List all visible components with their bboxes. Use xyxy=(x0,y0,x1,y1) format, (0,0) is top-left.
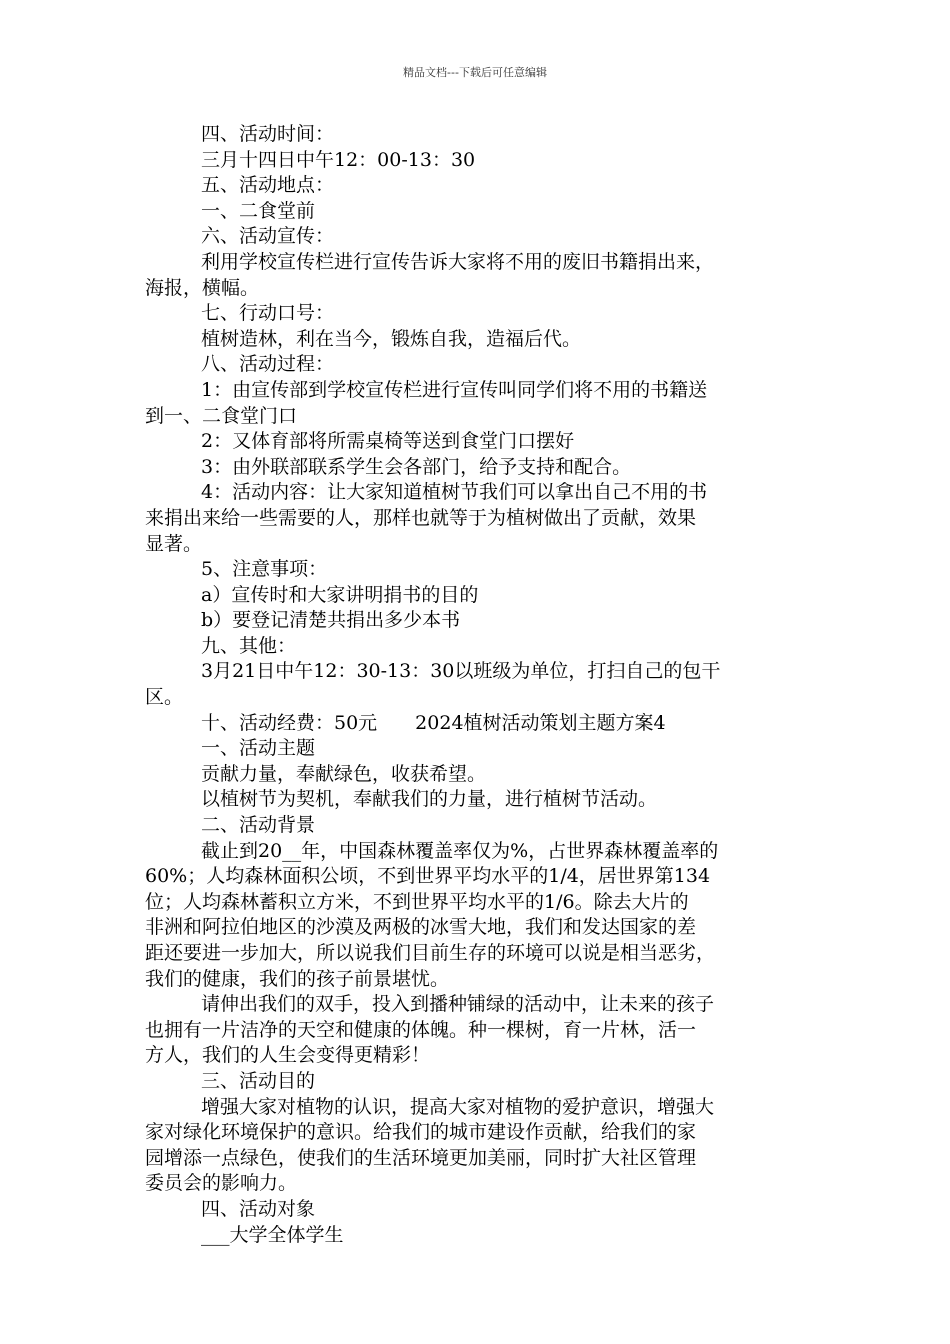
text-line: 家对绿化环境保护的意识。给我们的城市建设作贡献，给我们的家 xyxy=(145,1121,697,1144)
text-line: 四、活动对象 xyxy=(201,1197,316,1220)
text-line: 来捐出来给一些需要的人，那样也就等于为植树做出了贡献，效果 xyxy=(145,506,697,529)
text-line: a）宣传时和大家讲明捐书的目的 xyxy=(201,583,479,606)
text-line: 海报，横幅。 xyxy=(145,276,260,299)
text-line: 我们的健康，我们的孩子前景堪忧。 xyxy=(145,967,450,990)
text-line: 位；人均森林蓄积立方米，不到世界平均水平的1/6。除去大片的 xyxy=(145,890,689,913)
text-line: 九、其他： xyxy=(201,634,297,657)
text-line: 六、活动宣传： xyxy=(201,225,335,248)
document-body xyxy=(145,122,810,1248)
text-line: 1：由宣传部到学校宣传栏进行宣传叫同学们将不用的书籍送 xyxy=(201,378,708,401)
text-line: 三月十四日中午12：00-13：30 xyxy=(201,148,476,171)
text-line: 也拥有一片洁净的天空和健康的体魄。种一棵树，育一片林，活一 xyxy=(145,1018,697,1041)
text-line: 委员会的影响力。 xyxy=(145,1172,298,1195)
text-line: 截止到20__年，中国森林覆盖率仅为%，占世界森林覆盖率的 xyxy=(201,839,719,862)
text-line: 距还要进一步加大，所以说我们目前生存的环境可以说是相当恶劣， xyxy=(145,942,716,964)
text-line: 3：由外联部联系学生会各部门，给予支持和配合。 xyxy=(201,455,632,478)
text-line: b）要登记清楚共捐出多少本书 xyxy=(201,609,461,632)
text-line: 贡献力量，奉献绿色，收获希望。 xyxy=(201,762,487,785)
text-line: 园增添一点绿色，使我们的生活环境更加美丽，同时扩大社区管理 xyxy=(145,1146,697,1169)
text-line: 十、活动经费：50元 2024植树活动策划主题方案4 xyxy=(201,711,666,734)
text-line: 5、注意事项： xyxy=(201,558,328,581)
text-line: 60%；人均森林面积公顷，不到世界平均水平的1/4，居世界第134 xyxy=(145,865,711,888)
text-line: 增强大家对植物的认识，提高大家对植物的爱护意识，增强大 xyxy=(201,1095,715,1118)
text-line: 植树造林，利在当今，锻炼自我，造福后代。 xyxy=(201,327,582,350)
text-line: 一、二食堂前 xyxy=(201,199,316,222)
text-line: 请伸出我们的双手，投入到播种铺绿的活动中，让未来的孩子 xyxy=(201,993,715,1016)
text-line: 二、活动背景 xyxy=(201,814,316,837)
text-line: 区。 xyxy=(145,686,184,709)
text-line: 一、活动主题 xyxy=(201,737,316,760)
text-line: 4：活动内容：让大家知道植树节我们可以拿出自己不用的书 xyxy=(201,481,708,504)
text-line: 三、活动目的 xyxy=(201,1069,316,1092)
text-line: 八、活动过程： xyxy=(201,353,335,376)
text-line: 2：又体育部将所需桌椅等送到食堂门口摆好 xyxy=(201,430,575,453)
text-line: 利用学校宣传栏进行宣传告诉大家将不用的废旧书籍捐出来， xyxy=(201,250,715,273)
text-line: 以植树节为契机，奉献我们的力量，进行植树节活动。 xyxy=(201,788,658,811)
text-line: 七、行动口号： xyxy=(201,302,335,325)
text-line: 3月21日中午12：30-13：30以班级为单位，打扫自己的包干 xyxy=(201,660,721,683)
text-line: 到一、二食堂门口 xyxy=(145,404,298,427)
text-line: 非洲和阿拉伯地区的沙漠及两极的冰雪大地，我们和发达国家的差 xyxy=(145,916,697,939)
text-line: 方人，我们的人生会变得更精彩！ xyxy=(145,1044,431,1067)
text-line: 显著。 xyxy=(145,532,203,555)
text-line: 五、活动地点： xyxy=(201,174,335,197)
page-header: 精品文档---下载后可任意编辑 xyxy=(403,66,547,79)
text-line: ___大学全体学生 xyxy=(201,1223,344,1246)
text-line: 四、活动时间： xyxy=(201,123,335,145)
